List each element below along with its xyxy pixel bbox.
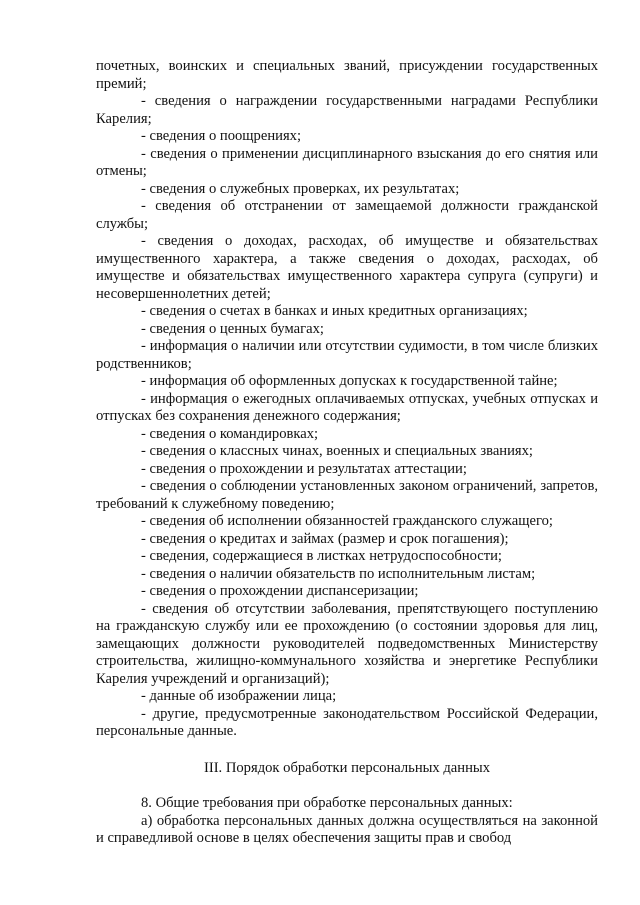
paragraph-general-requirements: 8. Общие требования при обработке персональных данных: xyxy=(141,795,513,811)
list-item-loans: - сведения о кредитах и займах (размер и срок погашения); xyxy=(141,530,509,547)
list-item-incentives: - сведения о поощрениях; xyxy=(141,128,302,144)
list-item-business-trips: - сведения о командировках; xyxy=(141,425,319,442)
list-item-sick-leave: - сведения, содержащиеся в листках нетрудоспособности; xyxy=(141,548,502,564)
list-item-health: - сведения об отсутствии заболевания, препятствующего поступлению на гражданскую службу или ее прохождению (о состоянии здоровья для лиц, замещающих должности руководителей подведомственных Министерству строительства, жилищно-коммунального хозяйства и энергетике Республики Карелия учреждений и организаций); xyxy=(96,600,598,687)
document-page xyxy=(96,58,598,848)
paragraph-continuation: почетных, воинских и специальных званий, присуждении государственных премий; xyxy=(96,58,598,92)
list-item-securities: - сведения о ценных бумагах; xyxy=(141,320,324,337)
section-heading: III. Порядок обработки персональных данных xyxy=(203,759,491,776)
list-item-medical-exam: - сведения о прохождении диспансеризации; xyxy=(141,583,419,599)
list-item-face-image: - данные об изображении лица; xyxy=(141,688,337,704)
list-item-income: - сведения о доходах, расходах, об имуществе и обязательствах имущественного характера, а также сведения о доходах, расходах, об имуществе и обязательствах имущественного характера супруга (супруги) и несовершеннолетних детей; xyxy=(96,233,598,302)
list-item-other: - другие, предусмотренные законодательством Российской Федерации, персональные данные. xyxy=(96,705,598,739)
list-item-writs: - сведения о наличии обязательств по исполнительным листам; xyxy=(141,565,536,582)
list-item-suspension: - сведения об отстранении от замещаемой должности гражданской службы; xyxy=(96,198,598,232)
list-item-state-secret: - информация об оформленных допусках к государственной тайне; xyxy=(141,373,558,389)
list-item-disciplinary: - сведения о применении дисциплинарного взыскания до его снятия или отмены; xyxy=(96,145,598,179)
list-item-bank-accounts: - сведения о счетах в банках и иных кредитных организациях; xyxy=(141,303,528,319)
list-item-vacations: - информация о ежегодных оплачиваемых отпусках, учебных отпусках и отпусках без сохранения денежного содержания; xyxy=(96,390,598,424)
list-item-inspections: - сведения о служебных проверках, их результатах; xyxy=(141,180,460,197)
list-item-duties: - сведения об исполнении обязанностей гражданского служащего; xyxy=(141,513,553,529)
list-item-attestation: - сведения о прохождении и результатах аттестации; xyxy=(141,460,467,477)
list-item-criminal-record: - информация о наличии или отсутствии судимости, в том числе близких родственников; xyxy=(96,338,598,372)
paragraph-item-a: а) обработка персональных данных должна осуществляться на законной и справедливой основе в целях обеспечения защиты прав и свобод xyxy=(96,812,598,846)
list-item-ranks: - сведения о классных чинах, военных и специальных званиях; xyxy=(141,443,533,459)
list-item-restrictions: - сведения о соблюдении установленных законом ограничений, запретов, требований к служебному поведению; xyxy=(96,478,598,512)
list-item-awards: - сведения о награждении государственными наградами Республики Карелия; xyxy=(96,93,598,127)
